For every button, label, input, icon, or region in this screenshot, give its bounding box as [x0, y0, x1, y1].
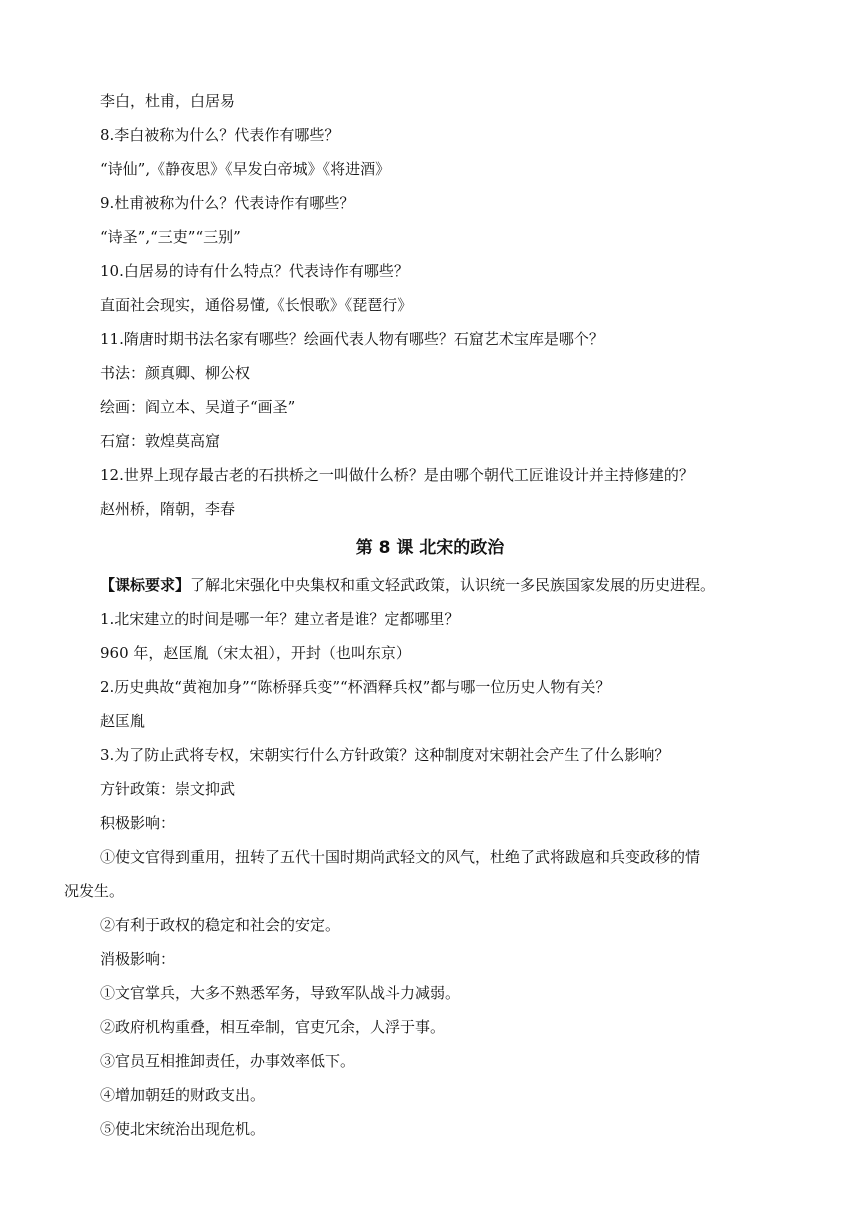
question-line: 8.李白被称为什么？代表作有哪些？ — [100, 126, 340, 144]
standard-text: 了解北宋强化中央集权和重文轻武政策，认识统一多民族国家发展的历史进程。 — [190, 576, 716, 594]
question-line: 9.杜甫被称为什么？代表诗作有哪些？ — [100, 194, 355, 212]
answer-line: 李白，杜甫，白居易 — [100, 92, 236, 110]
answer-line: 绘画：阎立本、吴道子“画圣” — [100, 398, 296, 416]
negative-item: ③官员互相推卸责任，办事效率低下。 — [100, 1052, 356, 1070]
positive-item: ②有利于政权的稳定和社会的安定。 — [100, 916, 341, 934]
negative-item: ①文官掌兵，大多不熟悉军务，导致军队战斗力减弱。 — [100, 984, 461, 1002]
answer-line: 赵匡胤 — [100, 712, 146, 730]
negative-label: 消极影响： — [100, 950, 176, 968]
curriculum-standard — [100, 575, 820, 595]
question-line: 11.隋唐时期书法名家有哪些？绘画代表人物有哪些？石窟艺术宝库是哪个？ — [100, 330, 604, 348]
negative-item: ⑤使北宋统治出现危机。 — [100, 1120, 266, 1138]
answer-line: 方针政策：崇文抑武 — [100, 780, 236, 798]
question-line: 12.世界上现存最古老的石拱桥之一叫做什么桥？是由哪个朝代工匠谁设计并主持修建的？ — [100, 466, 694, 484]
positive-item: ①使文官得到重用，扭转了五代十国时期尚武轻文的风气，杜绝了武将跋扈和兵变政移的情 — [100, 848, 701, 866]
lesson-title: 第 8 课 北宋的政治 — [355, 538, 505, 558]
answer-line: 书法：颜真卿、柳公权 — [100, 364, 251, 382]
positive-item-continued: 况发生。 — [64, 882, 125, 900]
question-line: 1.北宋建立的时间是哪一年？建立者是谁？定都哪里？ — [100, 610, 460, 628]
answer-line: “诗圣”,“三吏”“三别” — [100, 228, 241, 246]
answer-line: 直面社会现实，通俗易懂,《长恨歌》《琵琶行》 — [100, 296, 413, 314]
standard-tag: 【课标要求】 — [100, 576, 191, 594]
answer-line: 石窟：敦煌莫高窟 — [100, 432, 221, 450]
negative-item: ④增加朝廷的财政支出。 — [100, 1086, 266, 1104]
question-line: 2.历史典故“黄袍加身”“陈桥驿兵变”“杯酒释兵权”都与哪一位历史人物有关？ — [100, 678, 611, 696]
negative-item: ②政府机构重叠，相互牵制，官吏冗余，人浮于事。 — [100, 1018, 446, 1036]
question-line: 3.为了防止武将专权，宋朝实行什么方针政策？这种制度对宋朝社会产生了什么影响？ — [100, 746, 670, 764]
positive-label: 积极影响： — [100, 814, 176, 832]
answer-line: 赵州桥，隋朝，李春 — [100, 500, 236, 518]
answer-line: “诗仙”,《静夜思》《早发白帝城》《将进酒》 — [100, 160, 391, 178]
answer-line: 960 年，赵匡胤（宋太祖），开封（也叫东京） — [100, 644, 411, 662]
question-line: 10.白居易的诗有什么特点？代表诗作有哪些？ — [100, 262, 409, 280]
